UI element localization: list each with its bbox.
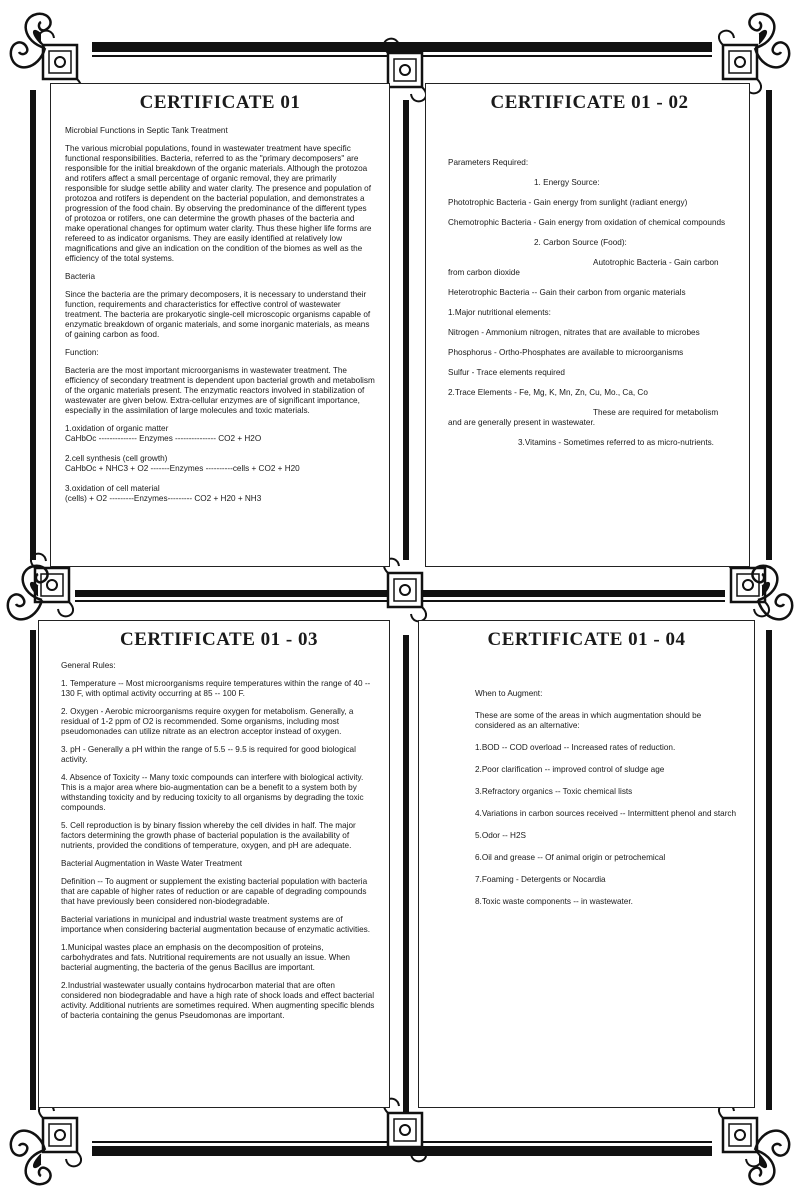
bacteria-paragraph: Since the bacteria are the primary decomposers, it is necessary to understand their function, requirements and characteristics for effective control of wastewater treatment. The bacteria are prokaryotic single-cell microscopic organisms capable of enzymatic breakdown of organic materials, and some inorganic materials, as means of gaining carbon as food. [65,290,371,339]
list-item: 8.Toxic waste components -- in wastewater. [475,897,633,906]
metabolism-line: These are required for metabolism and are generally present in wastewater. [448,408,719,427]
municipal-paragraph: 1.Municipal wastes place an emphasis on the decomposition of proteins, carbohydrates and fats. Nutritional requirements are not usually an issue. When bacterial augmenting, the bacteria of the genus Bacillus are important. [61,943,350,972]
intro-paragraph: The various microbial populations, found in wastewater treatment have specific functional responsibilities. Bacteria, referred to as the "primary decomposers" are responsible for the initial breakdown of the organic materials. Although the protozoa and rotifers affect a small percentage of organic removal, they are primarily responsible for sludge settle ability and water clarity. The presence and population of protozoa and rotifers is dependent on the bacterial population, and demonstrates a progression of the food chain. By observing the predominance of the different types of protozoa or rotifers, one can determine the growth phases of the bacteria and make operational changes for optimum water clarity. Thus these higher life forms are refereed to as indicator organisms. They are easily identified at relatively low magnifications and give an indication on the condition of the biomes as well as the efficiency of the total systems. [65,144,372,263]
nitrogen-line: Nitrogen - Ammonium nitrogen, nitrates that are available to microbes [448,328,700,337]
list-item: 4.Variations in carbon sources received -- Intermittent phenol and starch [475,809,737,818]
general-rules-heading: General Rules: [61,661,116,670]
certificate-02-panel [425,83,750,567]
list-item: 3.Refractory organics -- Toxic chemical lists [475,787,633,796]
equation-3-label: 3.oxidation of cell material [65,484,160,493]
certificate-01-title: CERTIFICATE 01 [139,92,301,113]
industrial-paragraph: 2.Industrial wastewater usually contains hydrocarbon material that are often considered non biodegradable and have a high rate of shock loads and effect bacterial activity. Additional nutrients are sometimes required. When augmenting specific blends of bacteria containing the genus Pseudomonas are important. [61,981,375,1020]
rule-oxygen: 2. Oxygen - Aerobic microorganisms require oxygen for metabolism. Generally, a residual of 1-2 ppm of O2 is recommended. Some organisms, including most pseudomonades can utilize nitrate as an electron acceptor instead of oxygen. [61,707,354,736]
phototrophic-line: Phototrophic Bacteria - Gain energy from sunlight (radiant energy) [448,198,688,207]
section-heading: Microbial Functions in Septic Tank Treatment [65,126,228,135]
certificate-03-title: CERTIFICATE 01 - 03 [120,629,318,650]
when-to-augment-heading: When to Augment: [475,689,543,698]
autotrophic-line: Autotrophic Bacteria - Gain carbon from carbon dioxide [448,258,719,277]
sulfur-line: Sulfur - Trace elements required [448,368,565,377]
trace-elements-line: 2.Trace Elements - Fe, Mg, K, Mn, Zn, Cu, Mo., Ca, Co [448,388,648,397]
phosphorus-line: Phosphorus - Ortho-Phosphates are available to microorganisms [448,348,684,357]
certificate-04-panel [418,620,755,1108]
certificate-04-title: CERTIFICATE 01 - 04 [487,629,686,650]
heterotrophic-line: Heterotrophic Bacteria -- Gain their carbon from organic materials [448,288,686,297]
chemotrophic-line: Chemotrophic Bacteria - Gain energy from oxidation of chemical compounds [448,218,726,227]
augmentation-heading: Bacterial Augmentation in Waste Water Treatment [61,859,242,868]
list-item: 7.Foaming - Detergents or Nocardia [475,875,606,884]
equation-2-label: 2.cell synthesis (cell growth) [65,454,168,463]
energy-source-heading: 1. Energy Source: [534,178,600,187]
list-item: 6.Oil and grease -- Of animal origin or petrochemical [475,853,666,862]
equation-1-label: 1.oxidation of organic matter [65,424,169,433]
function-paragraph: Bacteria are the most important microorganisms in wastewater treatment. The efficiency of secondary treatment is dependent upon bacterial growth and metabolism of the organic materials present. The enzymatic reactors involved in stabilization of wastewater are given below. Extra-cellular enzymes are of significant importance, especially in the assimilation of large molecules and toxic materials. [65,366,375,415]
list-item: 1.BOD -- COD overload -- Increased rates of reduction. [475,743,676,752]
equation-3: (cells) + O2 ---------Enzymes--------- CO2 + H20 + NH3 [65,494,262,503]
rule-toxicity: 4. Absence of Toxicity -- Many toxic compounds can interfere with biological activity. This is a major area where bio-augmentation can be a benefit to a system both by withstanding toxicity and by reducing toxicity to all organisms by degrading the toxic compounds. [61,773,364,812]
rule-reproduction: 5. Cell reproduction is by binary fission whereby the cell divides in half. The major factors determining the growth phase of bacterial population is the availability of nutrients, provided the conditions of temperature, oxygen, and pH are adequate. [61,821,356,850]
bacteria-heading: Bacteria [65,272,96,281]
rule-temperature: 1. Temperature -- Most microorganisms require temperatures within the range of 40 -- 130 F, with optimal activity occurring at 85 -- 100 F. [61,679,371,698]
list-item: 2.Poor clarification -- improved control of sludge age [475,765,665,774]
rule-ph: 3. pH - Generally a pH within the range of 5.5 -- 9.5 is required for good biological activity. [61,745,356,764]
vitamins-line: 3.Vitamins - Sometimes referred to as micro-nutrients. [518,438,714,447]
major-elements-heading: 1.Major nutritional elements: [448,308,551,317]
augment-intro: These are some of the areas in which augmentation should be considered as an alternative: [475,711,702,730]
variations-paragraph: Bacterial variations in municipal and industrial waste treatment systems are of importance when considering bacterial augmentation because of enzymatic activities. [61,915,371,934]
list-item: 5.Odor -- H2S [475,831,526,840]
definition-paragraph: Definition -- To augment or supplement the existing bacterial population with bacteria that are capable of higher rates of reduction or are capable of degrading compounds that have previously been considered non-biodegradable. [61,877,368,906]
function-heading: Function: [65,348,99,357]
equation-2: CaHbOc + NHC3 + O2 -------Enzymes ----------cells + CO2 + H20 [65,464,300,473]
certificate-03-panel [38,620,390,1108]
equation-1: CaHbOc -------------- Enzymes --------------- CO2 + H2O [65,434,262,443]
certificate-02-title: CERTIFICATE 01 - 02 [490,92,689,113]
parameters-heading: Parameters Required: [448,158,529,167]
carbon-source-heading: 2. Carbon Source (Food): [534,238,627,247]
certificate-01-panel [50,83,390,567]
